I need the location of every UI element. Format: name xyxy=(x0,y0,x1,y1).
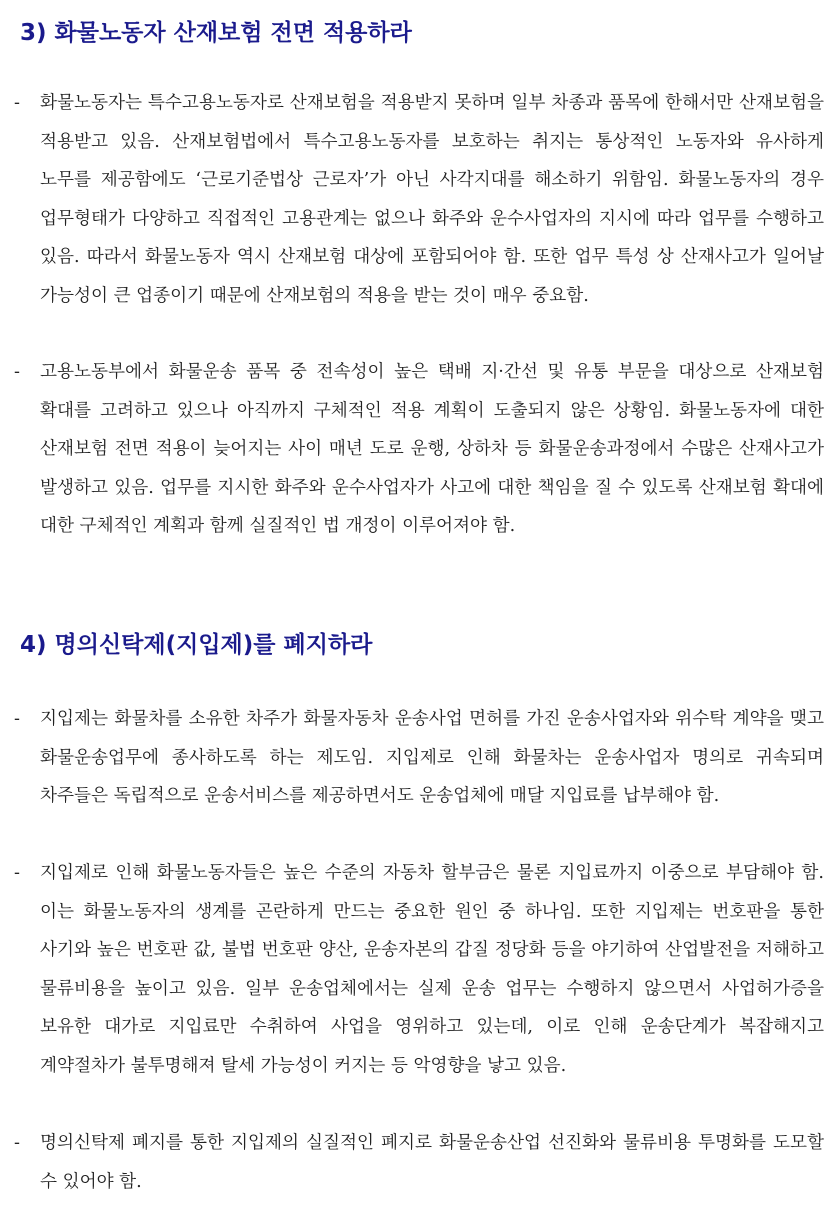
section-heading-4: 4) 명의신탁제(지입제)를 폐지하라 xyxy=(20,632,373,658)
bullet-item xyxy=(14,84,824,315)
bullet-dash: - xyxy=(14,863,20,883)
bullet-text: 고용노동부에서 화물운송 품목 중 전속성이 높은 택배 지·간선 및 유통 부문을 대상으로 산재보험 확대를 고려하고 있으나 아직까지 구체적인 적용 계획이 도출되지 않은 상황임. 화물노동자에 대한 산재보험 전면 적용이 늦어지는 사이 매년 도로 운행, 상하차 등 화물운송과정에서 수많은 산재사고가 발생하고 있음. 업무를 지시한 화주와 운수사업자가 사고에 대한 책임을 질 수 있도록 산재보험 확대에 대한 구체적인 계획과 함께 실질적인 법 개정이 이루어져야 함. xyxy=(40,362,824,536)
bullet-item xyxy=(14,854,824,1085)
bullet-item xyxy=(14,1124,824,1201)
bullet-text: 지입제는 화물차를 소유한 차주가 화물자동차 운송사업 면허를 가진 운송사업자와 위수탁 계약을 맺고 화물운송업무에 종사하도록 하는 제도임. 지입제로 인해 화물차는 운송사업자 명의로 귀속되며 차주들은 독립적으로 운송서비스를 제공하면서도 운송업체에 매달 지입료를 납부해야 함. xyxy=(40,709,824,806)
bullet-text: 화물노동자는 특수고용노동자로 산재보험을 적용받지 못하며 일부 차종과 품목에 한해서만 산재보험을 적용받고 있음. 산재보험법에서 특수고용노동자를 보호하는 취지는 통상적인 노동자와 유사하게 노무를 제공함에도 ‘근로기준법상 근로자’가 아닌 사각지대를 해소하기 위함임. 화물노동자의 경우 업무형태가 다양하고 직접적인 고용관계는 없으나 화주와 운수사업자의 지시에 따라 업무를 수행하고 있음. 따라서 화물노동자 역시 산재보험 대상에 포함되어야 함. 또한 업무 특성 상 산재사고가 일어날 가능성이 큰 업종이기 때문에 산재보험의 적용을 받는 것이 매우 중요함. xyxy=(40,93,824,306)
bullet-dash: - xyxy=(14,93,20,113)
bullet-item xyxy=(14,700,824,816)
bullet-item xyxy=(14,353,824,546)
bullet-dash: - xyxy=(14,1133,20,1153)
bullet-text: 지입제로 인해 화물노동자들은 높은 수준의 자동차 할부금은 물론 지입료까지 이중으로 부담해야 함. 이는 화물노동자의 생계를 곤란하게 만드는 중요한 원인 중 하나임. 또한 지입제는 번호판을 통한 사기와 높은 번호판 값, 불법 번호판 양산, 운송자본의 갑질 정당화 등을 야기하여 산업발전을 저해하고 물류비용을 높이고 있음. 일부 운송업체에서는 실제 운송 업무는 수행하지 않으면서 사업허가증을 보유한 대가로 지입료만 수취하여 사업을 영위하고 있는데, 이로 인해 운송단계가 복잡해지고 계약절차가 불투명해져 탈세 가능성이 커지는 등 악영향을 낳고 있음. xyxy=(40,863,824,1076)
bullet-text: 명의신탁제 폐지를 통한 지입제의 실질적인 폐지로 화물운송산업 선진화와 물류비용 투명화를 도모할 수 있어야 함. xyxy=(40,1133,824,1192)
bullet-dash: - xyxy=(14,362,20,382)
bullet-dash: - xyxy=(14,709,20,729)
section-heading-3: 3) 화물노동자 산재보험 전면 적용하라 xyxy=(20,20,412,46)
